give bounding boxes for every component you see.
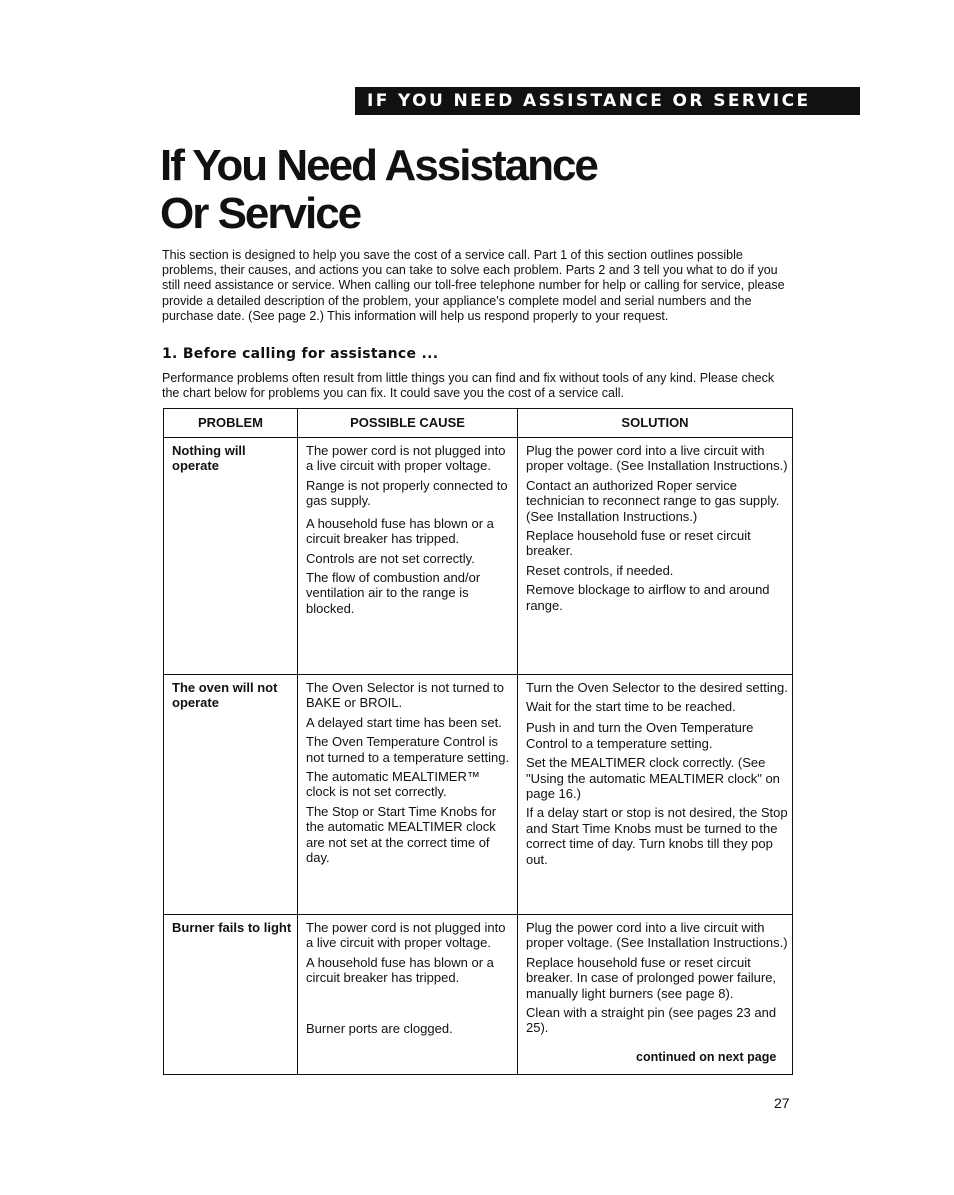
header-problem: PROBLEM (164, 409, 298, 438)
cause-item: The flow of combustion and/or ventilation air to the range is blocked. (306, 570, 481, 616)
cause-item: The Oven Temperature Control is not turned to a temperature setting. (306, 734, 510, 765)
section-banner: IF YOU NEED ASSISTANCE OR SERVICE (355, 87, 860, 115)
page-title (160, 142, 597, 238)
page-number: 27 (774, 1095, 790, 1111)
cause-item: The power cord is not plugged into a live circuit with proper voltage. (306, 920, 506, 951)
troubleshooting-table (163, 408, 793, 1075)
cause-item: A household fuse has blown or a circuit breaker has tripped. (306, 515, 494, 547)
problem-cell: Nothing will operate (164, 438, 298, 675)
solution-item: Replace household fuse or reset circuit breaker. In case of prolonged power failure, manually light burners (see page 8). (526, 954, 777, 1001)
intro-paragraph: This section is designed to help you save the cost of a service call. Part 1 of this section outlines possible problems, their causes, and actions you can take to solve each problem. Parts 2 and 3 tell you what to do if you still need assistance or service. When calling our toll-free telephone number for help or calling for service, please provide a detailed description of the problem, your appliance's complete model and serial numbers and the purchase date. (See page 2.) This information will help us respond properly to your request. (162, 248, 785, 323)
cause-item: The power cord is not plugged into a live circuit with proper voltage. (306, 443, 506, 474)
cause-item: A delayed start time has been set. (306, 714, 502, 730)
cause-item: Controls are not set correctly. (306, 550, 475, 566)
solution-item: If a delay start or stop is not desired, the Stop and Start Time Knobs must be turned to the correct time of day. Turn knobs till they pop out. (526, 805, 788, 867)
solution-item: Replace household fuse or reset circuit breaker. (526, 528, 751, 559)
continued-note: continued on next page (636, 1050, 777, 1064)
solution-item: Reset controls, if needed. (526, 562, 674, 578)
solution-item: Push in and turn the Oven Temperature Control to a temperature setting. (526, 720, 754, 751)
solution-cell (518, 438, 793, 675)
solution-item: Plug the power cord into a live circuit with proper voltage. (See Installation Instructions.) (526, 920, 788, 951)
cause-item: A household fuse has blown or a circuit breaker has tripped. (306, 954, 494, 986)
page-title-line2: Or Service (160, 189, 361, 238)
solution-item: Clean with a straight pin (see pages 23 and 25). (526, 1005, 777, 1036)
cause-cell (298, 438, 518, 675)
page-title-line1: If You Need Assistance (160, 141, 597, 190)
solution-item: Wait for the start time to be reached. (526, 699, 736, 715)
cause-item: The automatic MEALTIMER™ clock is not set correctly. (306, 769, 480, 800)
section-heading: 1. Before calling for assistance ... (162, 346, 439, 362)
table-row (164, 675, 793, 915)
solution-item: Contact an authorized Roper service technician to reconnect range to gas supply. (See Installation Instructions.) (526, 477, 780, 524)
table-row (164, 438, 793, 675)
table-header-row (164, 409, 793, 438)
solution-item: Remove blockage to airflow to and around range. (526, 582, 770, 613)
solution-item: Plug the power cord into a live circuit with proper voltage. (See Installation Instructions.) (526, 443, 788, 474)
cause-item: Burner ports are clogged. (306, 1020, 453, 1036)
problem-cell: The oven will not operate (164, 675, 298, 915)
solution-item: Turn the Oven Selector to the desired setting. (526, 680, 788, 695)
solution-item: Set the MEALTIMER clock correctly. (See "Using the automatic MEALTIMER clock" on page 16.) (526, 755, 780, 802)
cause-item: The Oven Selector is not turned to BAKE or BROIL. (306, 680, 504, 711)
cause-cell (298, 915, 518, 1075)
cause-item: Range is not properly connected to gas supply. (306, 477, 508, 509)
header-possible-cause: POSSIBLE CAUSE (298, 409, 518, 438)
cause-cell (298, 675, 518, 915)
problem-cell: Burner fails to light (164, 915, 298, 1075)
section-intro-text: Performance problems often result from little things you can find and fix without tools of any kind. Please check the chart below for problems you can fix. It could save you the cost of a service call. (162, 371, 775, 401)
solution-cell (518, 675, 793, 915)
cause-item: The Stop or Start Time Knobs for the automatic MEALTIMER clock are not set at the correct time of day. (306, 803, 497, 866)
header-solution: SOLUTION (518, 409, 793, 438)
